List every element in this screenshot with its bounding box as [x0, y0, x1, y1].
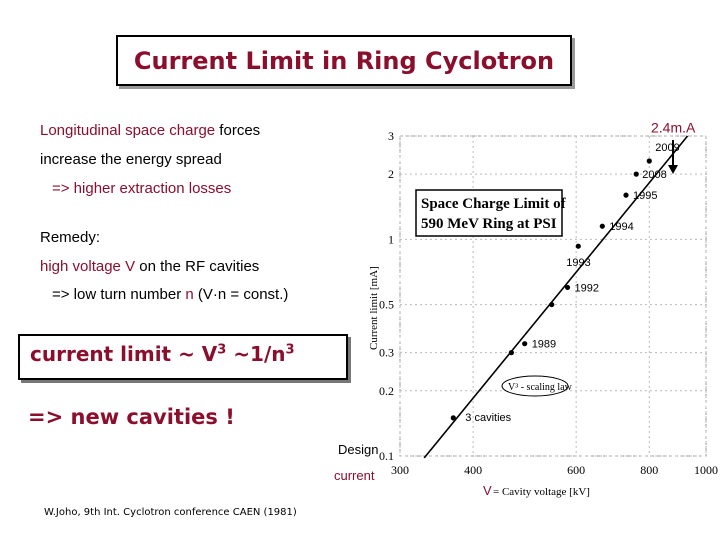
current-limit-formula	[30, 342, 295, 366]
data-point	[576, 244, 581, 249]
annotation-arrow-head	[668, 165, 678, 174]
x-tick-labels	[391, 463, 718, 477]
data-point	[509, 350, 514, 355]
y-tick-label: 3	[388, 129, 394, 143]
data-point-label: 2009	[655, 141, 680, 154]
y-tick-labels	[379, 129, 394, 463]
y-tick-label: 0.3	[379, 345, 394, 360]
data-point	[600, 224, 605, 229]
data-point	[623, 193, 628, 198]
plot-box-title-1: Space Charge Limit of	[421, 196, 566, 212]
data-point-label: 1995	[633, 190, 658, 203]
data-point	[565, 285, 570, 290]
data-point-label: 1989	[531, 338, 557, 351]
data-point-label: 2008	[642, 169, 667, 182]
scaling-law-line	[424, 136, 687, 458]
data-point-label: 3 cavities	[465, 411, 512, 424]
data-point-label: 1993	[566, 257, 591, 270]
remedy-label: Remedy:	[40, 229, 101, 246]
data-point	[647, 158, 652, 163]
x-tick-label: 300	[391, 463, 409, 477]
turn-number-line	[52, 286, 288, 303]
data-point-label: 1992	[574, 282, 600, 295]
turn-number-n: n	[185, 286, 194, 303]
turn-number-suffix: (V·n = const.)	[193, 286, 289, 303]
text-line-2: increase the energy spread	[40, 151, 222, 168]
forces-word: forces	[215, 122, 261, 139]
x-tick-label: 800	[640, 463, 659, 477]
x-axis-label: = Cavity voltage [kV]	[493, 486, 590, 498]
law-label: V³ - scaling law	[508, 382, 572, 393]
y-tick-label: 0.2	[379, 383, 394, 398]
limit-part-b: ~1/n	[226, 342, 286, 366]
reference-citation: W.Joho, 9th Int. Cyclotron conference CAEN (1981)	[44, 507, 297, 518]
y-tick-label: 1	[388, 232, 394, 247]
plot-frame	[400, 136, 706, 456]
limit-part-a: current limit ~ V	[30, 342, 218, 366]
x-axis-label-v: V	[483, 483, 492, 498]
longitudinal-space-charge: Longitudinal space charge	[40, 122, 216, 139]
current-label: current	[334, 468, 375, 483]
scaling-law-line-group	[424, 136, 687, 458]
y-tick-label: 0.1	[379, 449, 394, 463]
text-line-3: => higher extraction losses	[52, 180, 232, 197]
limit-exp-2: 3	[285, 342, 295, 358]
text-line-1	[40, 122, 260, 139]
data-point-label: 1994	[609, 221, 634, 234]
space-charge-plot	[334, 119, 720, 500]
plot-grid	[400, 136, 706, 456]
title-box	[116, 35, 572, 86]
new-cavities-text: => new cavities !	[28, 405, 235, 429]
y-tick-label: 2	[388, 167, 394, 182]
current-limit-box	[18, 334, 348, 380]
x-tick-label: 1000	[694, 463, 718, 477]
page-title: Current Limit in Ring Cyclotron	[133, 46, 555, 75]
high-voltage-line	[40, 258, 259, 275]
y-tick-label: 0.5	[379, 297, 394, 312]
plot-box-title-2: 590 MeV Ring at PSI	[421, 216, 557, 232]
x-tick-label: 600	[567, 463, 586, 477]
limit-exp-1: 3	[217, 342, 227, 358]
high-voltage-v: high voltage V	[40, 258, 136, 275]
data-point	[634, 172, 639, 177]
turn-number-prefix: => low turn number	[52, 286, 186, 303]
design-label: Design	[338, 442, 379, 457]
y-axis-label: Current limit [mA]	[368, 266, 380, 350]
annotation-2-4ma: 2.4m.A	[651, 119, 696, 136]
x-tick-label: 400	[464, 463, 483, 477]
on-rf-cavities: on the RF cavities	[135, 258, 260, 275]
data-point	[549, 302, 554, 307]
data-point	[451, 415, 456, 420]
data-point	[522, 341, 527, 346]
